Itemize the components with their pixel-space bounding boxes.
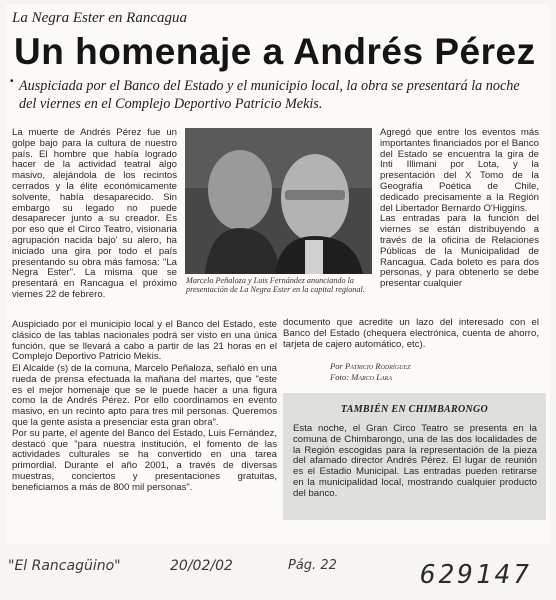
handwritten-source: "El Rancagüino" — [8, 558, 121, 574]
alcalde-paragraph: El Alcalde (s) de la comuna, Marcelo Peñaloza, señaló en una rueda de prensa efectuada la mañana del martes, que "este es el mejor homenaje que se le puede hacer a una figura como la de Andrés Pérez. Por ello coordinamos en evento masivo, en un recinto apto para tres mil personas. Queremos que la gente asista a presenciar esta gran obra". — [12, 363, 277, 428]
article-column-1b — [12, 364, 277, 494]
banco-paragraph: Por su parte, el agente del Banco del Estado, Luis Fernández, destacó que "para nuestra institución, el fomento de las actividades culturales se ha convertido en una tarea primordial. Durante el año 2001, a través de diversas muestras, conciertos y presentaciones gratuitas, beneficiamos a más de 800 mil personas". — [12, 427, 277, 493]
photo-caption: Marcelo Peñaloza y Luis Fernández anunciando la presentación de La Negra Ester en la capital regional. — [186, 276, 365, 295]
deck-bullet: • — [10, 76, 14, 87]
author-credit: Por Patricio Rodríguez — [330, 361, 411, 371]
article-continuation: documento que acredite un lazo del interesado con el Banco del Estado (chequera electrónica, cuenta de ahorro, tarjeta de cajero automático, etc). — [283, 317, 539, 350]
article-wide-paragraph: Auspiciado por el municipio local y el Banco del Estado, este clásico de las tablas nacionales podrá ser visto en una única función, que se llevará a cabo a partir de las 21 horas en el Complejo Deportivo Patricio Mekis. — [12, 319, 277, 363]
headline: Un homenaje a Andrés Pérez — [14, 31, 536, 72]
sidebar-text: Esta noche, el Gran Circo Teatro se presenta en la comuna de Chimbarongo, una de las dos localidades de la Región escogidas para la representación de la pieza del afamado director Andrés Pérez. El lugar de reunión es el Estadio Municipal. Las entradas pueden retirarse en la municipalidad local, mostrando cualquier producto del banco. — [293, 423, 537, 499]
sidebar-title: TAMBIÉN EN CHIMBARONGO — [340, 404, 489, 415]
photo-two-men — [185, 128, 372, 274]
sidebar-box — [283, 393, 546, 520]
article-photo — [185, 128, 372, 274]
handwritten-date: 20/02/02 — [170, 558, 233, 574]
handwritten-page: Pág. 22 — [288, 558, 337, 573]
column-3-paragraph: Las entradas para la función del viernes se están distribuyendo a través de la oficina de Relaciones Públicas de la Municipalidad de Rancagua. Cada boleto es para dos personas, y para obtenerlo se debe presentar cualquier — [380, 213, 539, 290]
deck-subtitle: Auspiciada por el Banco del Estado y el municipio local, la obra se presentará la noche del viernes en el Complejo Deportivo Patricio Mekis. — [19, 78, 520, 112]
photo-credit: Foto: Marco Lara — [330, 371, 392, 382]
handwritten-number: 629147 — [420, 560, 532, 590]
article-column-1: La muerte de Andrés Pérez fue un golpe bajo para la cultura de nuestro país. El hombre que había logrado hacer de la actividad teatral algo masivo, alejándola de los recintos cerrados y la élite económicamente solvente, había desaparecido. Sin embargo su legado no puede desaparecer junto a su creador. Es por eso que el Circo Teatro, visionaria agrupación nacida bajo' su alero, ha iniciado una gira por todo el país presentando su obra más famosa: "La Negra Ester". La misma que se presentará en Rancagua el próximo viernes 22 de febrero. — [12, 127, 177, 300]
section-kicker: La Negra Ester en Rancagua — [12, 10, 187, 26]
article-column-3 — [380, 128, 539, 290]
column-3-paragraph: Agregó que entre los eventos más importantes financiados por el Banco del Estado se encuentra la gira de Inti Illimani por Lota, y la presentación del X Tomo de la Geografía Poética de Chile, dedicado precisamente a la Región del Libertador Bernardo O'Higgins. — [380, 127, 539, 214]
credits — [330, 361, 410, 383]
